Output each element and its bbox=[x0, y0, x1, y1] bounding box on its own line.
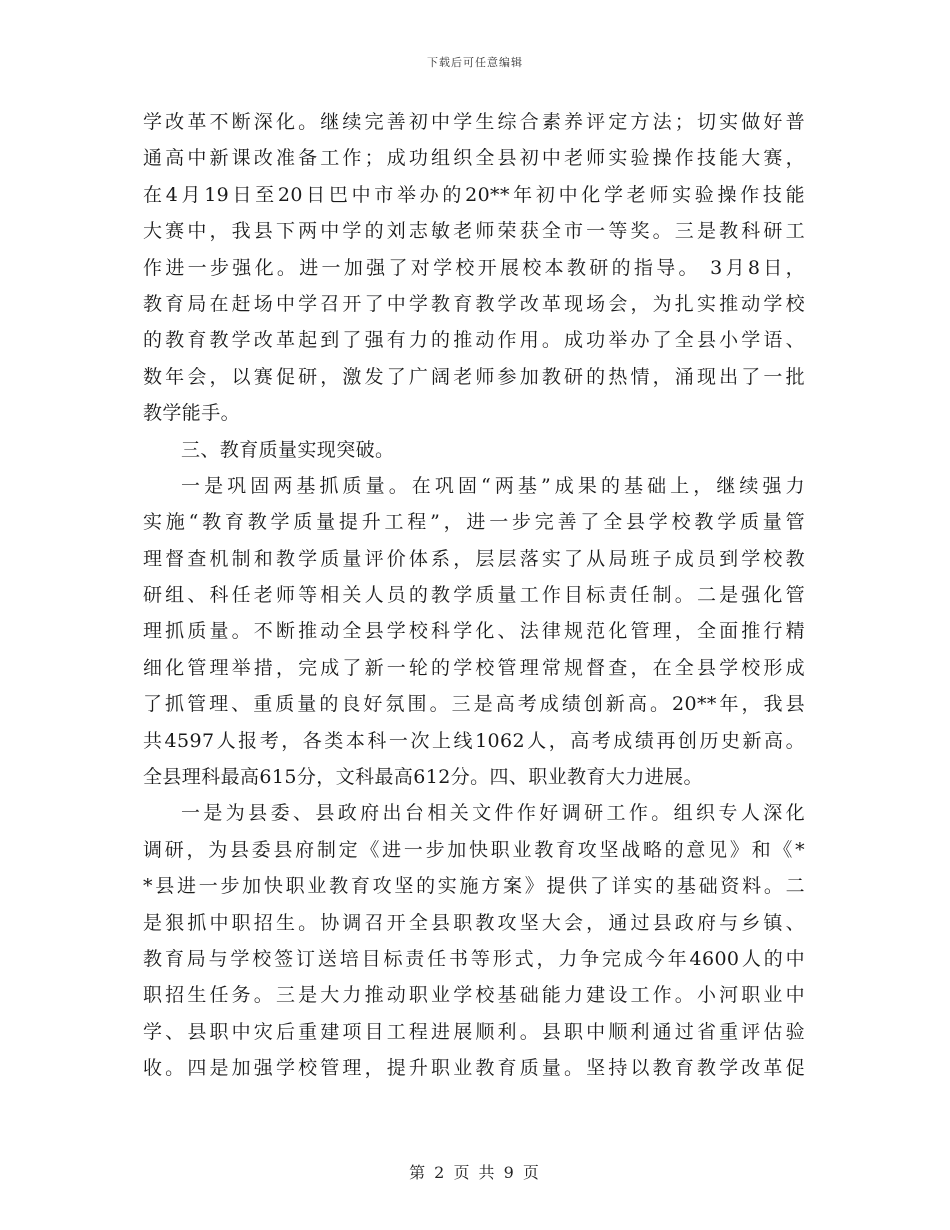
text-line: 的教育教学改革起到了强有力的推动作用。成功举办了全县小学语、 bbox=[143, 329, 805, 352]
text-line: *县进一步加快职业教育攻坚的实施方案》提供了详实的基础资料。二 bbox=[143, 875, 805, 898]
text-line: 全县理科最高615分，文科最高612分。四、职业教育大力进展。 bbox=[143, 766, 703, 789]
text-line: 理抓质量。不断推动全县学校科学化、法律规范化管理，全面推行精 bbox=[143, 620, 805, 643]
text-line: 共4597人报考，各类本科一次上线1062人，高考成绩再创历史新高。 bbox=[143, 729, 805, 752]
text-line: 通高中新课改准备工作；成功组织全县初中老师实验操作技能大赛， bbox=[143, 147, 805, 170]
page-number-footer: 第 2 页 共 9 页 bbox=[409, 1163, 541, 1182]
text-line: 学、县职中灾后重建项目工程进展顺利。县职中顺利通过省重评估验 bbox=[143, 1020, 805, 1043]
text-line: 教育局在赶场中学召开了中学教育教学改革现场会，为扎实推动学校 bbox=[143, 292, 805, 315]
text-line: 实施“教育教学质量提升工程”，进一步完善了全县学校教学质量管 bbox=[143, 511, 805, 534]
text-line: 细化管理举措，完成了新一轮的学校管理常规督查，在全县学校形成 bbox=[143, 656, 805, 679]
page-header: 下载后可任意编辑 bbox=[427, 56, 523, 69]
text-line: 收。四是加强学校管理，提升职业教育质量。坚持以教育教学改革促 bbox=[143, 1057, 805, 1080]
text-line: 研组、科任老师等相关人员的教学质量工作目标责任制。二是强化管 bbox=[143, 584, 805, 607]
text-line: 作进一步强化。进一加强了对学校开展校本教研的指导。 3月8日， bbox=[143, 256, 805, 279]
text-line: 教学能手。 bbox=[143, 402, 241, 425]
text-line: 职招生任务。三是大力推动职业学校基础能力建设工作。小河职业中 bbox=[143, 984, 805, 1007]
text-line: 大赛中，我县下两中学的刘志敏老师荣获全市一等奖。三是教科研工 bbox=[143, 220, 805, 243]
document-body bbox=[143, 104, 805, 1087]
text-line: 调研，为县委县府制定《进一步加快职业教育攻坚战略的意见》和《* bbox=[143, 838, 805, 861]
text-line: 理督查机制和教学质量评价体系，层层落实了从局班子成员到学校教 bbox=[143, 547, 805, 570]
text-line: 教育局与学校签订送培目标责任书等形式，力争完成今年4600人的中 bbox=[143, 947, 805, 970]
text-line: 是狠抓中职招生。协调召开全县职教攻坚大会，通过县政府与乡镇、 bbox=[143, 911, 805, 934]
text-line: 在4月19日至20日巴中市举办的20**年初中化学老师实验操作技能 bbox=[143, 183, 805, 206]
text-line: 三、教育质量实现突破。 bbox=[181, 438, 395, 461]
text-line: 数年会，以赛促研，激发了广阔老师参加教研的热情，涌现出了一批 bbox=[143, 365, 805, 388]
text-line: 一是为县委、县政府出台相关文件作好调研工作。组织专人深化 bbox=[181, 802, 805, 825]
text-line: 了抓管理、重质量的良好氛围。三是高考成绩创新高。20**年，我县 bbox=[143, 693, 805, 716]
text-line: 一是巩固两基抓质量。在巩固“两基”成果的基础上，继续强力 bbox=[181, 474, 805, 497]
text-line: 学改革不断深化。继续完善初中学生综合素养评定方法；切实做好普 bbox=[143, 111, 805, 133]
